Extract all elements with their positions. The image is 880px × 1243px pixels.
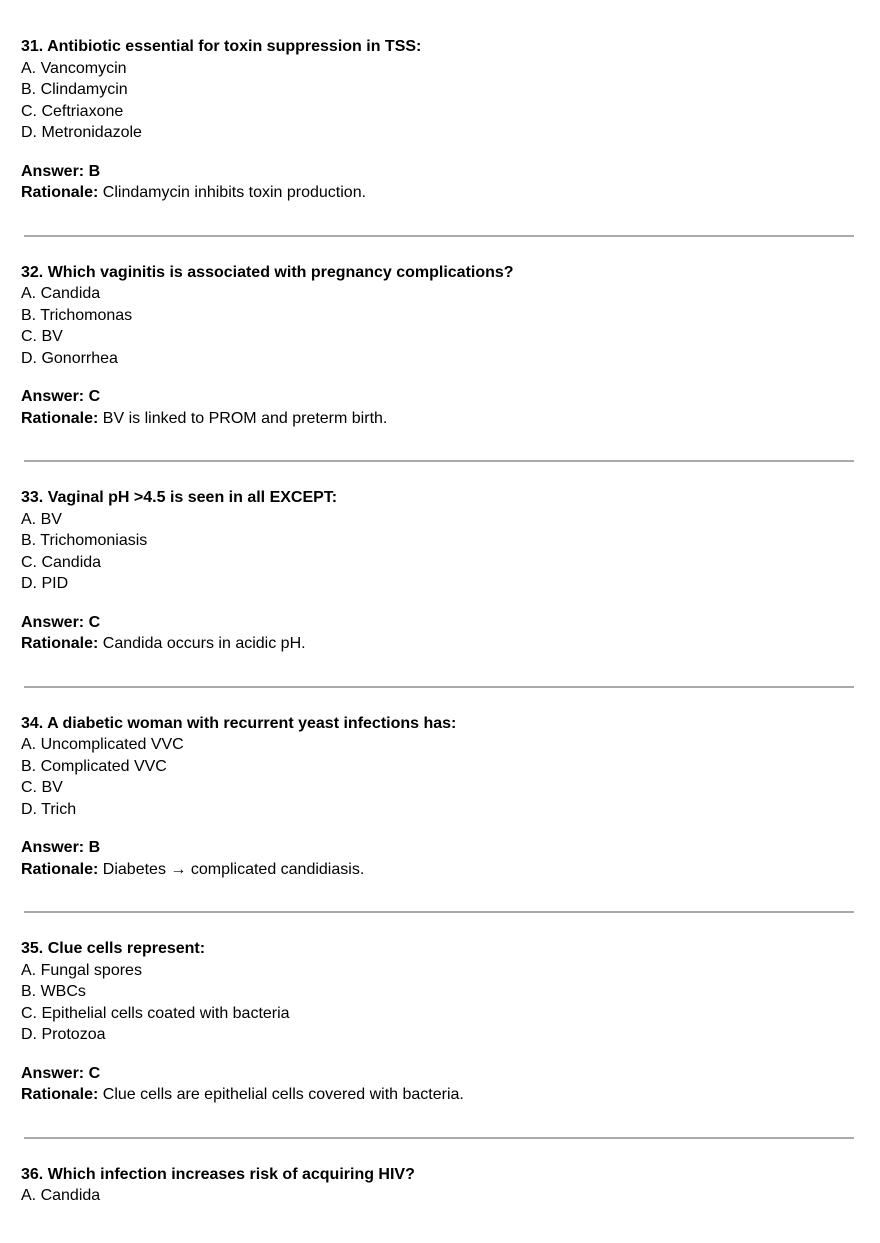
answer-line [21,1063,854,1085]
rationale-line [21,633,854,655]
option-a: A. Candida [21,1187,101,1204]
answer-label: Answer: [21,613,85,631]
option-a: A. Fungal spores [21,961,142,979]
option-b: B. Trichomonas [21,306,133,324]
option-b: B. Trichomoniasis [21,532,148,549]
question-title: 32. Which vaginitis is associated with pregnancy complications? [21,263,514,281]
rationale-line [21,408,854,430]
option-d: D. Trich [21,800,77,818]
question-title: 31. Antibiotic essential for toxin suppression in TSS: [21,38,422,55]
answer-label: Answer: [21,388,85,405]
option-c: C. Candida [21,553,102,571]
option-b: B. WBCs [21,983,86,1000]
option-a: A. Candida [21,285,101,302]
option-b: B. Complicated VVC [21,757,167,775]
divider [24,686,854,688]
answer-label: Answer: [21,839,85,856]
rationale-line [21,859,854,881]
option-a: A. Uncomplicated VVC [21,736,184,753]
option-a: A. Vancomycin [21,59,127,77]
option-c: C. BV [21,779,63,796]
rationale-text: Clue cells are epithelial cells covered with bacteria. [102,1086,464,1103]
answer-value: B [88,162,101,180]
question-34 [21,713,854,881]
rationale-text: Candida occurs in acidic pH. [102,635,306,652]
rationale-label: Rationale: [21,1086,99,1103]
question-35 [21,938,854,1106]
question-title: 33. Vaginal pH >4.5 is seen in all EXCEPT: [21,489,338,506]
answer-label: Answer: [21,1064,85,1082]
answer-block [21,1063,854,1106]
rationale-label: Rationale: [21,860,99,878]
rationale-label: Rationale: [21,635,99,652]
option-c: C. Epithelial cells coated with bacteria [21,1004,290,1022]
answer-block [21,837,854,880]
answer-line [21,161,854,183]
option-d: D. PID [21,575,69,592]
answer-value: C [88,613,101,631]
question-title: 34. A diabetic woman with recurrent yeast infections has: [21,714,457,732]
answer-label: Answer: [21,162,85,180]
answer-block [21,612,854,655]
question-36 [21,1164,854,1207]
rationale-line [21,1084,854,1106]
option-b: B. Clindamycin [21,81,128,98]
option-c: C. Ceftriaxone [21,102,124,120]
answer-line [21,386,854,408]
option-d: D. Metronidazole [21,124,142,141]
question-31 [21,36,854,204]
question-title: 36. Which infection increases risk of acquiring HIV? [21,1165,415,1183]
divider [24,1137,854,1139]
answer-block [21,161,854,204]
option-d: D. Gonorrhea [21,349,118,367]
divider [24,460,854,462]
answer-line [21,837,854,859]
rationale-text: BV is linked to PROM and preterm birth. [102,409,388,427]
answer-value: C [88,388,101,405]
answer-value: C [88,1064,101,1082]
question-title: 35. Clue cells represent: [21,940,206,957]
question-33 [21,487,854,655]
divider [24,911,854,913]
divider [24,235,854,237]
rationale-text: Clindamycin inhibits toxin production. [102,184,367,201]
option-a: A. BV [21,510,62,528]
rationale-text: Diabetes → complicated candidiasis. [102,860,365,878]
question-32 [21,262,854,430]
rationale-label: Rationale: [21,409,99,427]
option-d: D. Protozoa [21,1026,106,1043]
rationale-label: Rationale: [21,184,99,201]
answer-block [21,386,854,429]
option-c: C. BV [21,328,63,345]
answer-value: B [88,839,101,856]
answer-line [21,612,854,634]
rationale-line [21,182,854,204]
